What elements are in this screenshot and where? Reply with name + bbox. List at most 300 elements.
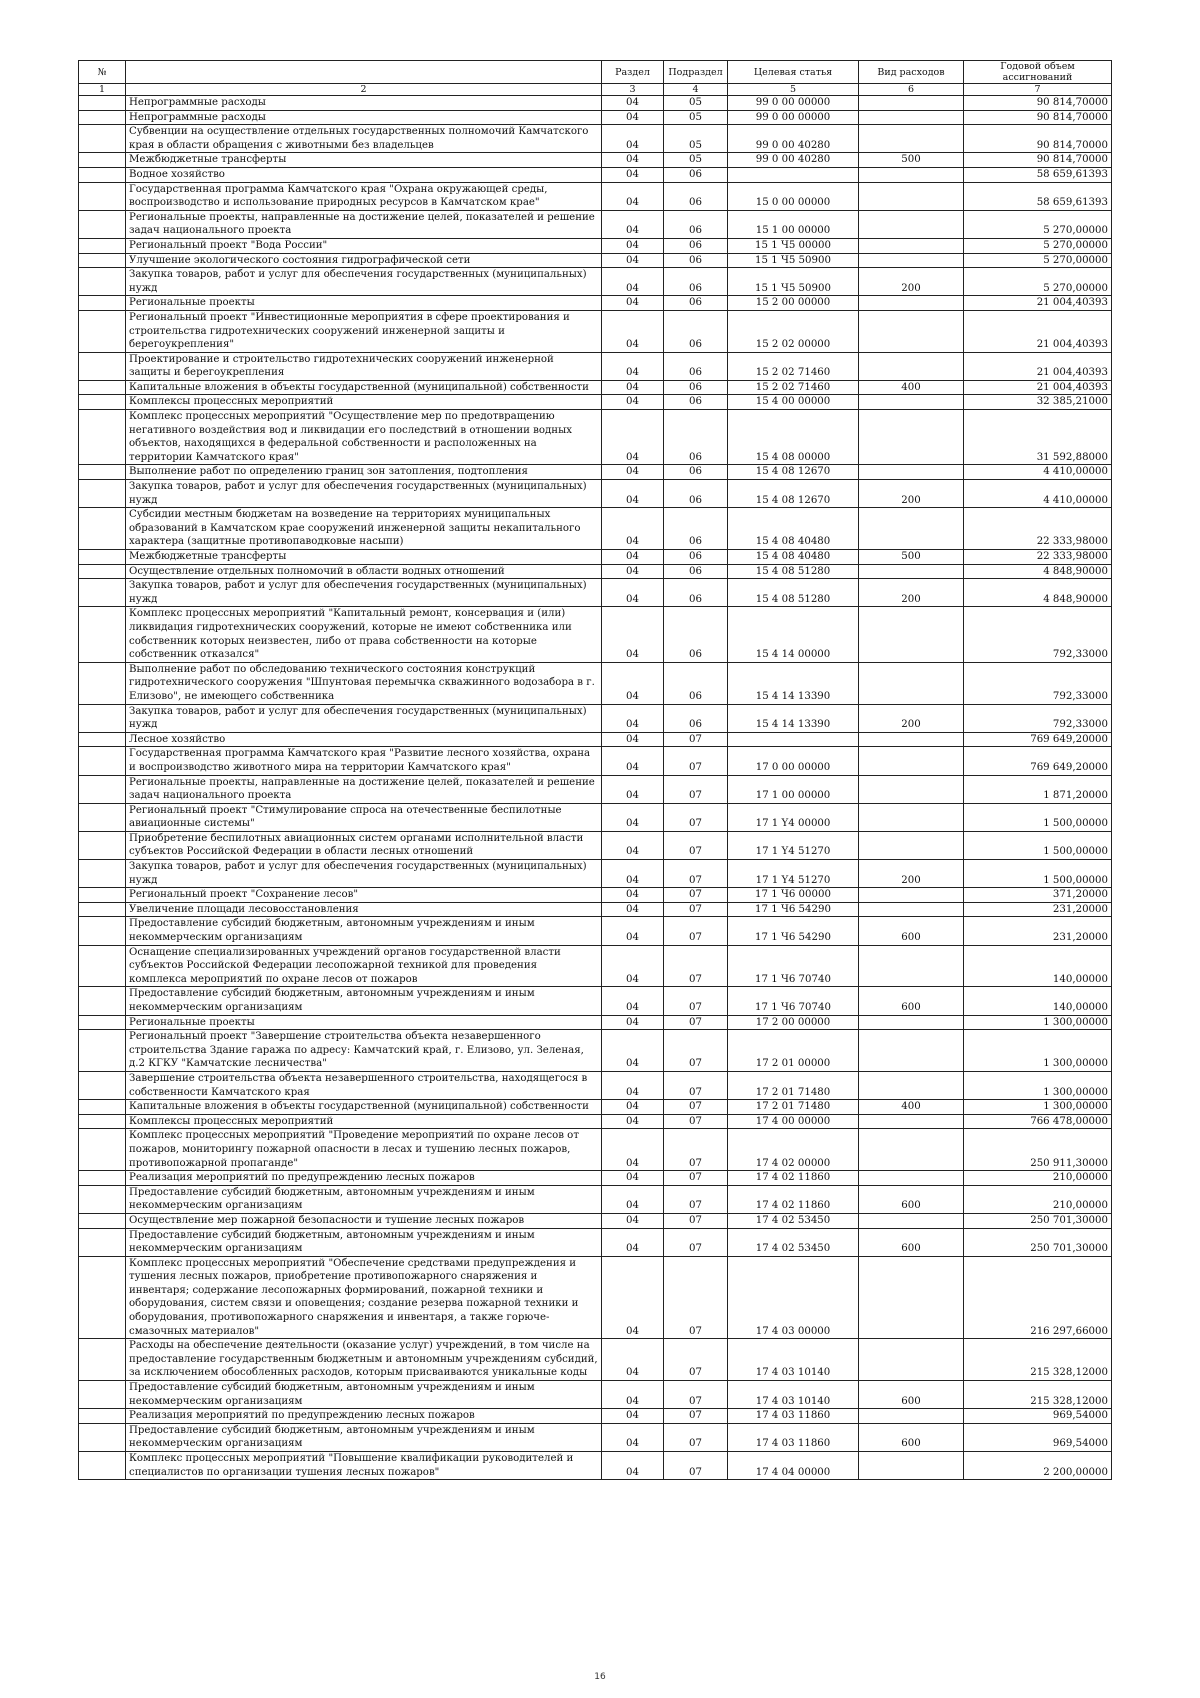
table-header (79, 61, 1112, 96)
row-podrazdel-cell: 07 (664, 1171, 728, 1186)
row-razdel-cell: 04 (602, 987, 664, 1015)
row-name-cell: Межбюджетные трансферты (126, 153, 602, 168)
row-expense-type-cell (859, 253, 964, 268)
row-number-cell (79, 1213, 126, 1228)
row-target-article-cell: 17 4 03 11860 (728, 1409, 859, 1424)
row-razdel-cell: 04 (602, 579, 664, 607)
row-number-cell (79, 1339, 126, 1381)
header-expense-type: Вид расходов (859, 61, 964, 84)
row-expense-type-cell: 400 (859, 1100, 964, 1115)
row-expense-type-cell (859, 210, 964, 238)
row-podrazdel-cell: 06 (664, 167, 728, 182)
page-number: 16 (594, 1672, 606, 1682)
table-row (79, 775, 1112, 803)
table-row (79, 607, 1112, 662)
row-razdel-cell: 04 (602, 1423, 664, 1451)
row-name-cell: Непрограммные расходы (126, 110, 602, 125)
column-number-7: 7 (964, 84, 1112, 96)
row-podrazdel-cell: 07 (664, 1228, 728, 1256)
row-target-article-cell: 15 4 00 00000 (728, 395, 859, 410)
row-expense-type-cell: 600 (859, 1423, 964, 1451)
row-number-cell (79, 550, 126, 565)
row-name-cell: Оснащение специализированных учреждений органов государственной власти субъектов Российской Федерации лесопожарной техникой для проведения комплекса мероприятий по охране лесов от пожаров (126, 945, 602, 987)
row-number-cell (79, 888, 126, 903)
table-row (79, 410, 1112, 465)
row-razdel-cell: 04 (602, 1228, 664, 1256)
row-razdel-cell: 04 (602, 607, 664, 662)
row-number-cell (79, 465, 126, 480)
row-number-cell (79, 410, 126, 465)
column-number-4: 4 (664, 84, 728, 96)
row-amount-cell: 5 270,00000 (964, 268, 1112, 296)
row-name-cell: Осуществление отдельных полномочий в области водных отношений (126, 564, 602, 579)
row-podrazdel-cell: 06 (664, 465, 728, 480)
row-podrazdel-cell: 06 (664, 268, 728, 296)
row-expense-type-cell: 600 (859, 987, 964, 1015)
row-razdel-cell: 04 (602, 480, 664, 508)
table-row (79, 296, 1112, 311)
row-expense-type-cell: 600 (859, 1228, 964, 1256)
row-name-cell: Комплексы процессных мероприятий (126, 395, 602, 410)
row-name-cell: Государственная программа Камчатского края "Развитие лесного хозяйства, охрана и воспроизводство животного мира на территории Камчатского края" (126, 747, 602, 775)
table-row (79, 1409, 1112, 1424)
row-target-article-cell: 17 1 Ч6 54290 (728, 917, 859, 945)
row-target-article-cell: 15 1 00 00000 (728, 210, 859, 238)
row-number-cell (79, 268, 126, 296)
row-number-cell (79, 732, 126, 747)
row-number-cell (79, 987, 126, 1015)
row-number-cell (79, 352, 126, 380)
row-name-cell: Государственная программа Камчатского края "Охрана окружающей среды, воспроизводство и использование природных ресурсов в Камчатском крае" (126, 182, 602, 210)
row-razdel-cell: 04 (602, 564, 664, 579)
row-amount-cell: 31 592,88000 (964, 410, 1112, 465)
row-podrazdel-cell: 06 (664, 508, 728, 550)
row-podrazdel-cell: 06 (664, 704, 728, 732)
row-name-cell: Приобретение беспилотных авиационных систем органами исполнительной власти субъектов Российской Федерации в области лесных отношений (126, 831, 602, 859)
row-amount-cell: 215 328,12000 (964, 1339, 1112, 1381)
row-expense-type-cell (859, 662, 964, 704)
row-expense-type-cell (859, 296, 964, 311)
row-podrazdel-cell: 07 (664, 831, 728, 859)
row-amount-cell: 22 333,98000 (964, 508, 1112, 550)
header-annual-amount: Годовой объем ассигнований (964, 61, 1112, 84)
row-name-cell: Капитальные вложения в объекты государственной (муниципальной) собственности (126, 1100, 602, 1115)
row-target-article-cell: 15 1 Ч5 00000 (728, 238, 859, 253)
row-expense-type-cell: 200 (859, 579, 964, 607)
row-expense-type-cell (859, 410, 964, 465)
row-podrazdel-cell: 07 (664, 803, 728, 831)
row-razdel-cell: 04 (602, 1100, 664, 1115)
row-podrazdel-cell: 07 (664, 1100, 728, 1115)
row-razdel-cell: 04 (602, 253, 664, 268)
table-row (79, 352, 1112, 380)
row-podrazdel-cell: 06 (664, 210, 728, 238)
row-target-article-cell: 15 4 08 12670 (728, 465, 859, 480)
table-row (79, 1185, 1112, 1213)
table-row (79, 1015, 1112, 1030)
row-razdel-cell: 04 (602, 182, 664, 210)
row-expense-type-cell (859, 96, 964, 111)
table-row (79, 395, 1112, 410)
row-number-cell (79, 508, 126, 550)
row-podrazdel-cell: 06 (664, 395, 728, 410)
table-row (79, 167, 1112, 182)
row-razdel-cell: 04 (602, 210, 664, 238)
row-razdel-cell: 04 (602, 662, 664, 704)
row-number-cell (79, 167, 126, 182)
row-target-article-cell: 15 4 08 40480 (728, 550, 859, 565)
row-expense-type-cell (859, 238, 964, 253)
row-target-article-cell: 15 2 00 00000 (728, 296, 859, 311)
row-razdel-cell: 04 (602, 1213, 664, 1228)
row-expense-type-cell (859, 110, 964, 125)
row-number-cell (79, 296, 126, 311)
row-razdel-cell: 04 (602, 296, 664, 311)
row-amount-cell: 1 500,00000 (964, 803, 1112, 831)
table-row (79, 253, 1112, 268)
row-expense-type-cell (859, 1339, 964, 1381)
row-name-cell: Комплекс процессных мероприятий "Капитальный ремонт, консервация и (или) ликвидация гидротехнических сооружений, которые не имеют собственника или собственник которых неизвестен, либо от права собственности на которые собственник отказался" (126, 607, 602, 662)
row-target-article-cell: 17 4 02 53450 (728, 1213, 859, 1228)
table-row (79, 1171, 1112, 1186)
row-razdel-cell: 04 (602, 167, 664, 182)
row-name-cell: Региональные проекты, направленные на достижение целей, показателей и решение задач национального проекта (126, 210, 602, 238)
row-expense-type-cell (859, 831, 964, 859)
row-target-article-cell: 15 4 08 00000 (728, 410, 859, 465)
row-razdel-cell: 04 (602, 1452, 664, 1480)
row-amount-cell: 21 004,40393 (964, 380, 1112, 395)
row-number-cell (79, 902, 126, 917)
row-number-cell (79, 860, 126, 888)
row-podrazdel-cell: 07 (664, 1381, 728, 1409)
row-number-cell (79, 1228, 126, 1256)
table-row (79, 564, 1112, 579)
row-podrazdel-cell: 06 (664, 607, 728, 662)
row-name-cell: Увеличение площади лесовосстановления (126, 902, 602, 917)
row-razdel-cell: 04 (602, 803, 664, 831)
row-number-cell (79, 1015, 126, 1030)
table-row (79, 1381, 1112, 1409)
row-podrazdel-cell: 06 (664, 380, 728, 395)
row-number-cell (79, 775, 126, 803)
row-amount-cell: 969,54000 (964, 1409, 1112, 1424)
table-row (79, 1129, 1112, 1171)
row-amount-cell: 216 297,66000 (964, 1256, 1112, 1339)
row-podrazdel-cell: 07 (664, 917, 728, 945)
row-amount-cell: 5 270,00000 (964, 238, 1112, 253)
row-number-cell (79, 1409, 126, 1424)
table-row (79, 732, 1112, 747)
row-podrazdel-cell: 06 (664, 564, 728, 579)
row-number-cell (79, 96, 126, 111)
column-number-5: 5 (728, 84, 859, 96)
row-razdel-cell: 04 (602, 1071, 664, 1099)
row-expense-type-cell (859, 1409, 964, 1424)
row-expense-type-cell (859, 1256, 964, 1339)
row-podrazdel-cell: 06 (664, 238, 728, 253)
row-amount-cell: 1 300,00000 (964, 1100, 1112, 1115)
table-row (79, 987, 1112, 1015)
row-name-cell: Завершение строительства объекта незавершенного строительства, находящегося в собственности Камчатского края (126, 1071, 602, 1099)
row-target-article-cell: 17 4 04 00000 (728, 1452, 859, 1480)
row-podrazdel-cell: 05 (664, 153, 728, 168)
row-number-cell (79, 1185, 126, 1213)
document-page (78, 60, 1111, 1480)
row-razdel-cell: 04 (602, 352, 664, 380)
row-number-cell (79, 1129, 126, 1171)
row-name-cell: Расходы на обеспечение деятельности (оказание услуг) учреждений, в том числе на предоставление государственным бюджетным и автономным учреждениям субсидий, за исключением обособленных расходов, которым присваиваются уникальные коды (126, 1339, 602, 1381)
row-podrazdel-cell: 07 (664, 775, 728, 803)
row-name-cell: Предоставление субсидий бюджетным, автономным учреждениям и иным некоммерческим организациям (126, 987, 602, 1015)
header-number: № (79, 61, 126, 84)
row-podrazdel-cell: 06 (664, 662, 728, 704)
row-amount-cell: 22 333,98000 (964, 550, 1112, 565)
row-expense-type-cell (859, 508, 964, 550)
row-podrazdel-cell: 07 (664, 1423, 728, 1451)
row-number-cell (79, 395, 126, 410)
row-expense-type-cell (859, 1015, 964, 1030)
row-target-article-cell: 17 4 03 11860 (728, 1423, 859, 1451)
row-razdel-cell: 04 (602, 1381, 664, 1409)
table-row (79, 508, 1112, 550)
row-number-cell (79, 662, 126, 704)
row-target-article-cell: 17 1 Y4 00000 (728, 803, 859, 831)
row-name-cell: Реализация мероприятий по предупреждению лесных пожаров (126, 1409, 602, 1424)
row-target-article-cell: 15 4 14 13390 (728, 662, 859, 704)
row-podrazdel-cell: 07 (664, 1452, 728, 1480)
row-name-cell: Закупка товаров, работ и услуг для обеспечения государственных (муниципальных) нужд (126, 579, 602, 607)
row-podrazdel-cell: 05 (664, 110, 728, 125)
table-row (79, 1423, 1112, 1451)
table-row (79, 662, 1112, 704)
row-target-article-cell: 17 4 03 10140 (728, 1381, 859, 1409)
row-amount-cell: 21 004,40393 (964, 296, 1112, 311)
table-row (79, 860, 1112, 888)
row-amount-cell: 1 300,00000 (964, 1071, 1112, 1099)
row-amount-cell: 250 911,30000 (964, 1129, 1112, 1171)
row-expense-type-cell (859, 182, 964, 210)
row-name-cell: Предоставление субсидий бюджетным, автономным учреждениям и иным некоммерческим организациям (126, 1185, 602, 1213)
row-name-cell: Региональные проекты (126, 1015, 602, 1030)
row-amount-cell: 5 270,00000 (964, 210, 1112, 238)
row-razdel-cell: 04 (602, 732, 664, 747)
table-row (79, 550, 1112, 565)
row-podrazdel-cell: 07 (664, 1030, 728, 1072)
row-number-cell (79, 1114, 126, 1129)
row-target-article-cell: 15 1 Ч5 50900 (728, 253, 859, 268)
row-razdel-cell: 04 (602, 96, 664, 111)
header-target-article: Целевая статья (728, 61, 859, 84)
row-razdel-cell: 04 (602, 831, 664, 859)
row-razdel-cell: 04 (602, 1409, 664, 1424)
row-razdel-cell: 04 (602, 410, 664, 465)
row-expense-type-cell: 600 (859, 917, 964, 945)
row-expense-type-cell: 400 (859, 380, 964, 395)
row-amount-cell: 90 814,70000 (964, 110, 1112, 125)
row-name-cell: Региональные проекты, направленные на достижение целей, показателей и решение задач национального проекта (126, 775, 602, 803)
row-number-cell (79, 704, 126, 732)
table-row (79, 917, 1112, 945)
row-amount-cell: 231,20000 (964, 917, 1112, 945)
row-number-cell (79, 747, 126, 775)
row-target-article-cell: 15 4 14 13390 (728, 704, 859, 732)
row-amount-cell: 210,00000 (964, 1171, 1112, 1186)
row-amount-cell: 215 328,12000 (964, 1381, 1112, 1409)
row-amount-cell: 1 500,00000 (964, 831, 1112, 859)
header-podrazdel: Подраздел (664, 61, 728, 84)
row-expense-type-cell: 200 (859, 860, 964, 888)
table-row (79, 182, 1112, 210)
row-amount-cell: 1 871,20000 (964, 775, 1112, 803)
row-expense-type-cell (859, 1213, 964, 1228)
row-target-article-cell: 17 1 Y4 51270 (728, 831, 859, 859)
row-expense-type-cell (859, 747, 964, 775)
row-expense-type-cell: 200 (859, 704, 964, 732)
row-target-article-cell: 17 0 00 00000 (728, 747, 859, 775)
row-name-cell: Предоставление субсидий бюджетным, автономным учреждениям и иным некоммерческим организациям (126, 917, 602, 945)
row-expense-type-cell (859, 775, 964, 803)
table-row (79, 480, 1112, 508)
row-expense-type-cell (859, 902, 964, 917)
column-number-3: 3 (602, 84, 664, 96)
row-name-cell: Комплекс процессных мероприятий "Осуществление мер по предотвращению негативного воздействия вод и ликвидации его последствий в отношении водных объектов, находящихся в федеральной собственности и расположенных на территории Камчатского края" (126, 410, 602, 465)
row-target-article-cell: 15 4 08 51280 (728, 564, 859, 579)
row-name-cell: Комплекс процессных мероприятий "Обеспечение средствами предупреждения и тушения лесных пожаров, приобретение противопожарного снаряжения и инвентаря; содержание лесопожарных формирований, пожарной техники и оборудования, систем связи и оповещения; создание резерва пожарной техники и оборудования, противопожарного снаряжения и инвентаря, а также горюче-смазочных материалов" (126, 1256, 602, 1339)
row-number-cell (79, 1452, 126, 1480)
row-name-cell: Региональный проект "Инвестиционные мероприятия в сфере проектирования и строительства гидротехнических сооружений инженерной защиты и берегоукрепления" (126, 310, 602, 352)
row-name-cell: Предоставление субсидий бюджетным, автономным учреждениям и иным некоммерческим организациям (126, 1228, 602, 1256)
row-amount-cell: 5 270,00000 (964, 253, 1112, 268)
row-amount-cell: 140,00000 (964, 945, 1112, 987)
row-target-article-cell: 15 4 08 51280 (728, 579, 859, 607)
row-target-article-cell: 17 4 02 00000 (728, 1129, 859, 1171)
budget-table (78, 60, 1112, 1480)
row-amount-cell: 58 659,61393 (964, 182, 1112, 210)
row-podrazdel-cell: 07 (664, 945, 728, 987)
row-expense-type-cell (859, 607, 964, 662)
row-podrazdel-cell: 07 (664, 860, 728, 888)
row-name-cell: Осуществление мер пожарной безопасности и тушение лесных пожаров (126, 1213, 602, 1228)
row-number-cell (79, 803, 126, 831)
row-number-cell (79, 1171, 126, 1186)
row-name-cell: Субвенции на осуществление отдельных государственных полномочий Камчатского края в области обращения с животными без владельцев (126, 125, 602, 153)
row-number-cell (79, 1381, 126, 1409)
row-target-article-cell: 99 0 00 00000 (728, 110, 859, 125)
row-target-article-cell: 15 2 02 00000 (728, 310, 859, 352)
row-podrazdel-cell: 06 (664, 480, 728, 508)
row-target-article-cell: 15 1 Ч5 50900 (728, 268, 859, 296)
row-name-cell: Водное хозяйство (126, 167, 602, 182)
row-amount-cell: 90 814,70000 (964, 125, 1112, 153)
row-podrazdel-cell: 07 (664, 1071, 728, 1099)
row-target-article-cell: 17 4 03 10140 (728, 1339, 859, 1381)
row-expense-type-cell (859, 352, 964, 380)
row-name-cell: Региональный проект "Стимулирование спроса на отечественные беспилотные авиационные системы" (126, 803, 602, 831)
table-row (79, 310, 1112, 352)
row-razdel-cell: 04 (602, 395, 664, 410)
row-podrazdel-cell: 06 (664, 310, 728, 352)
row-amount-cell: 1 500,00000 (964, 860, 1112, 888)
row-podrazdel-cell: 07 (664, 732, 728, 747)
row-razdel-cell: 04 (602, 153, 664, 168)
row-target-article-cell: 17 2 01 71480 (728, 1071, 859, 1099)
table-row (79, 153, 1112, 168)
row-target-article-cell: 15 4 08 12670 (728, 480, 859, 508)
row-name-cell: Закупка товаров, работ и услуг для обеспечения государственных (муниципальных) нужд (126, 860, 602, 888)
row-amount-cell: 769 649,20000 (964, 732, 1112, 747)
table-row (79, 1256, 1112, 1339)
row-name-cell: Выполнение работ по определению границ зон затопления, подтопления (126, 465, 602, 480)
header-name (126, 61, 602, 84)
table-row (79, 747, 1112, 775)
row-number-cell (79, 110, 126, 125)
row-target-article-cell: 15 4 08 40480 (728, 508, 859, 550)
row-name-cell: Предоставление субсидий бюджетным, автономным учреждениям и иным некоммерческим организациям (126, 1381, 602, 1409)
row-number-cell (79, 831, 126, 859)
table-row (79, 1339, 1112, 1381)
row-number-cell (79, 125, 126, 153)
row-name-cell: Закупка товаров, работ и услуг для обеспечения государственных (муниципальных) нужд (126, 268, 602, 296)
row-expense-type-cell (859, 465, 964, 480)
row-name-cell: Региональный проект "Вода России" (126, 238, 602, 253)
table-row (79, 96, 1112, 111)
table-row (79, 888, 1112, 903)
row-razdel-cell: 04 (602, 1256, 664, 1339)
row-razdel-cell: 04 (602, 945, 664, 987)
row-number-cell (79, 380, 126, 395)
row-number-cell (79, 579, 126, 607)
row-target-article-cell: 17 1 Ч6 70740 (728, 987, 859, 1015)
row-expense-type-cell (859, 1071, 964, 1099)
row-target-article-cell: 15 0 00 00000 (728, 182, 859, 210)
row-name-cell: Проектирование и строительство гидротехнических сооружений инженерной защиты и берегоукрепления (126, 352, 602, 380)
table-body (79, 96, 1112, 1480)
table-row (79, 902, 1112, 917)
row-number-cell (79, 238, 126, 253)
row-number-cell (79, 480, 126, 508)
row-name-cell: Межбюджетные трансферты (126, 550, 602, 565)
column-number-6: 6 (859, 84, 964, 96)
row-amount-cell: 21 004,40393 (964, 310, 1112, 352)
row-expense-type-cell (859, 803, 964, 831)
row-razdel-cell: 04 (602, 380, 664, 395)
row-target-article-cell: 17 1 Y4 51270 (728, 860, 859, 888)
row-razdel-cell: 04 (602, 1129, 664, 1171)
row-target-article-cell: 17 4 00 00000 (728, 1114, 859, 1129)
row-target-article-cell: 17 2 00 00000 (728, 1015, 859, 1030)
row-razdel-cell: 04 (602, 310, 664, 352)
row-target-article-cell: 17 1 00 00000 (728, 775, 859, 803)
table-row (79, 1071, 1112, 1099)
row-razdel-cell: 04 (602, 775, 664, 803)
table-row (79, 125, 1112, 153)
row-amount-cell: 90 814,70000 (964, 153, 1112, 168)
row-razdel-cell: 04 (602, 917, 664, 945)
table-row (79, 268, 1112, 296)
table-row (79, 1114, 1112, 1129)
row-name-cell: Закупка товаров, работ и услуг для обеспечения государственных (муниципальных) нужд (126, 704, 602, 732)
row-target-article-cell (728, 732, 859, 747)
row-target-article-cell: 17 4 02 53450 (728, 1228, 859, 1256)
row-razdel-cell: 04 (602, 465, 664, 480)
row-amount-cell: 90 814,70000 (964, 96, 1112, 111)
row-name-cell: Комплекс процессных мероприятий "Проведение мероприятий по охране лесов от пожаров, мониторингу пожарной опасности в лесах и тушению лесных пожаров, противопожарной пропаганде" (126, 1129, 602, 1171)
row-name-cell: Капитальные вложения в объекты государственной (муниципальной) собственности (126, 380, 602, 395)
row-expense-type-cell: 200 (859, 480, 964, 508)
row-amount-cell: 250 701,30000 (964, 1228, 1112, 1256)
row-expense-type-cell: 500 (859, 550, 964, 565)
row-amount-cell: 4 848,90000 (964, 579, 1112, 607)
